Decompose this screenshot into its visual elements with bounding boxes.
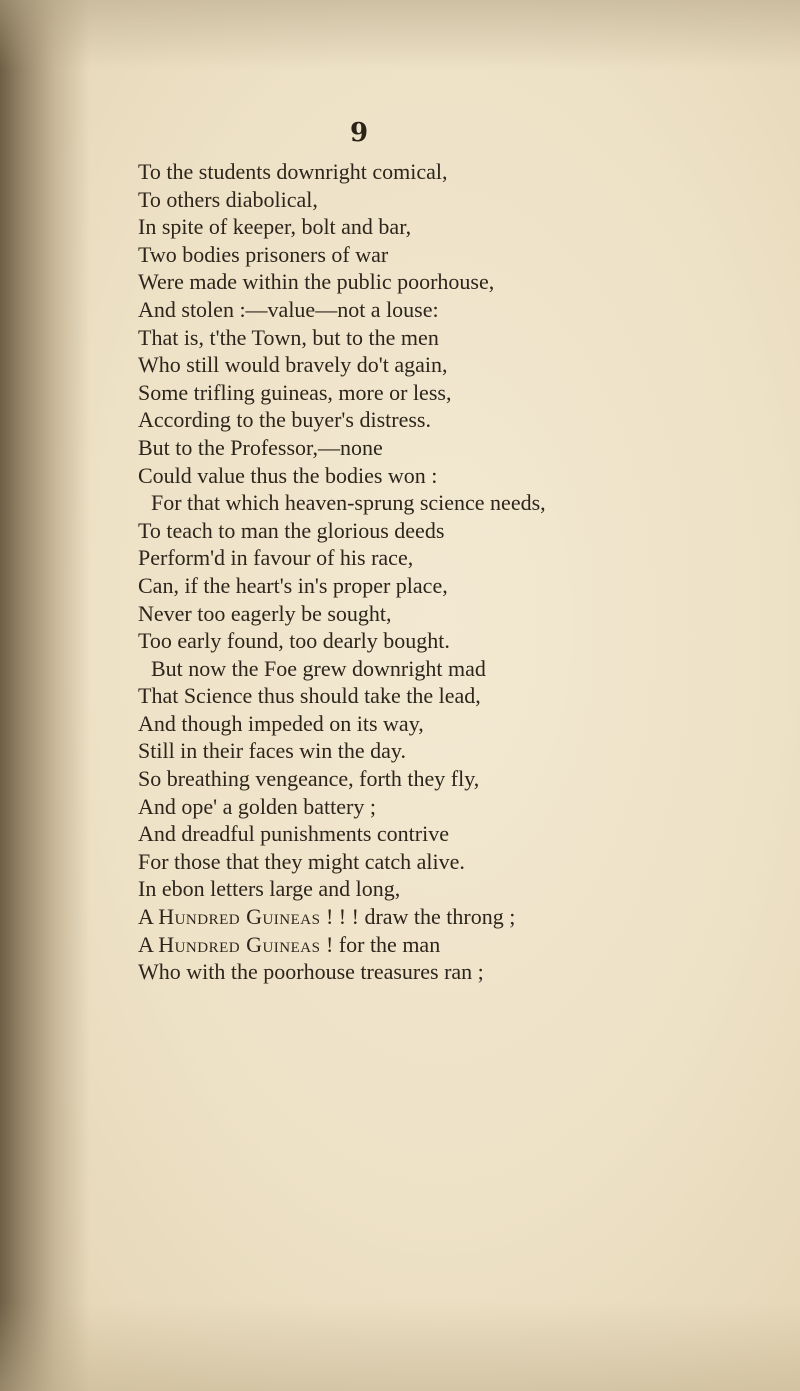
poem-line: For those that they might catch alive. bbox=[138, 848, 465, 874]
poem-line: Some trifling guineas, more or less, bbox=[138, 379, 452, 405]
bottom-edge-shade bbox=[0, 1301, 800, 1391]
poem-line: But now the Foe grew downright mad bbox=[151, 655, 486, 681]
poem-line: And stolen :—value—not a louse: bbox=[138, 296, 439, 322]
poem-line: Perform'd in favour of his race, bbox=[138, 545, 414, 571]
poem-line-suffix: ! for the man bbox=[320, 931, 441, 957]
poem-line: Too early found, too dearly bought. bbox=[138, 628, 450, 654]
hundred-guineas-caps: Hundred Guineas bbox=[158, 931, 321, 957]
poem-line: To teach to man the glorious deeds bbox=[138, 517, 445, 543]
poem-line: Can, if the heart's in's proper place, bbox=[138, 572, 448, 598]
page-gutter-shadow bbox=[0, 0, 90, 1391]
poem-line: To others diabolical, bbox=[138, 186, 318, 212]
poem-line: Who with the poorhouse treasures ran ; bbox=[138, 959, 484, 985]
poem-line: In ebon letters large and long, bbox=[138, 876, 401, 902]
poem-line: So breathing vengeance, forth they fly, bbox=[138, 766, 480, 792]
poem-line: Never too eagerly be sought, bbox=[138, 600, 392, 626]
poem-line-prefix: A bbox=[138, 904, 159, 930]
poem-line: And though impeded on its way, bbox=[138, 710, 424, 736]
poem-line: Who still would bravely do't again, bbox=[138, 352, 448, 378]
page-number: 9 bbox=[350, 118, 369, 148]
poem-line: Were made within the public poorhouse, bbox=[138, 269, 495, 295]
top-edge-shade bbox=[0, 0, 800, 70]
poem-line: Could value thus the bodies won : bbox=[138, 462, 438, 488]
poem-line: That is, t'the Town, but to the men bbox=[138, 324, 439, 350]
hundred-guineas-caps: Hundred Guineas bbox=[158, 904, 321, 930]
poem-line: According to the buyer's distress. bbox=[138, 407, 431, 433]
poem-line: For that which heaven-sprung science needs, bbox=[151, 490, 546, 516]
poem-line bbox=[138, 931, 778, 959]
poem-line: But to the Professor,—none bbox=[138, 434, 383, 460]
poem-line-prefix: A bbox=[138, 931, 159, 957]
poem-line bbox=[138, 903, 778, 931]
poem-line: And dreadful punishments contrive bbox=[138, 821, 449, 847]
poem-line-suffix: ! ! ! draw the throng ; bbox=[320, 904, 516, 930]
poem-line: Two bodies prisoners of war bbox=[138, 241, 389, 267]
poem-verse bbox=[138, 158, 778, 986]
poem-line: Still in their faces win the day. bbox=[138, 738, 407, 764]
poem-line: To the students downright comical, bbox=[138, 159, 448, 184]
poem-line: In spite of keeper, bolt and bar, bbox=[138, 214, 412, 240]
poem-line: That Science thus should take the lead, bbox=[138, 683, 481, 709]
poem-line: And ope' a golden battery ; bbox=[138, 793, 376, 819]
